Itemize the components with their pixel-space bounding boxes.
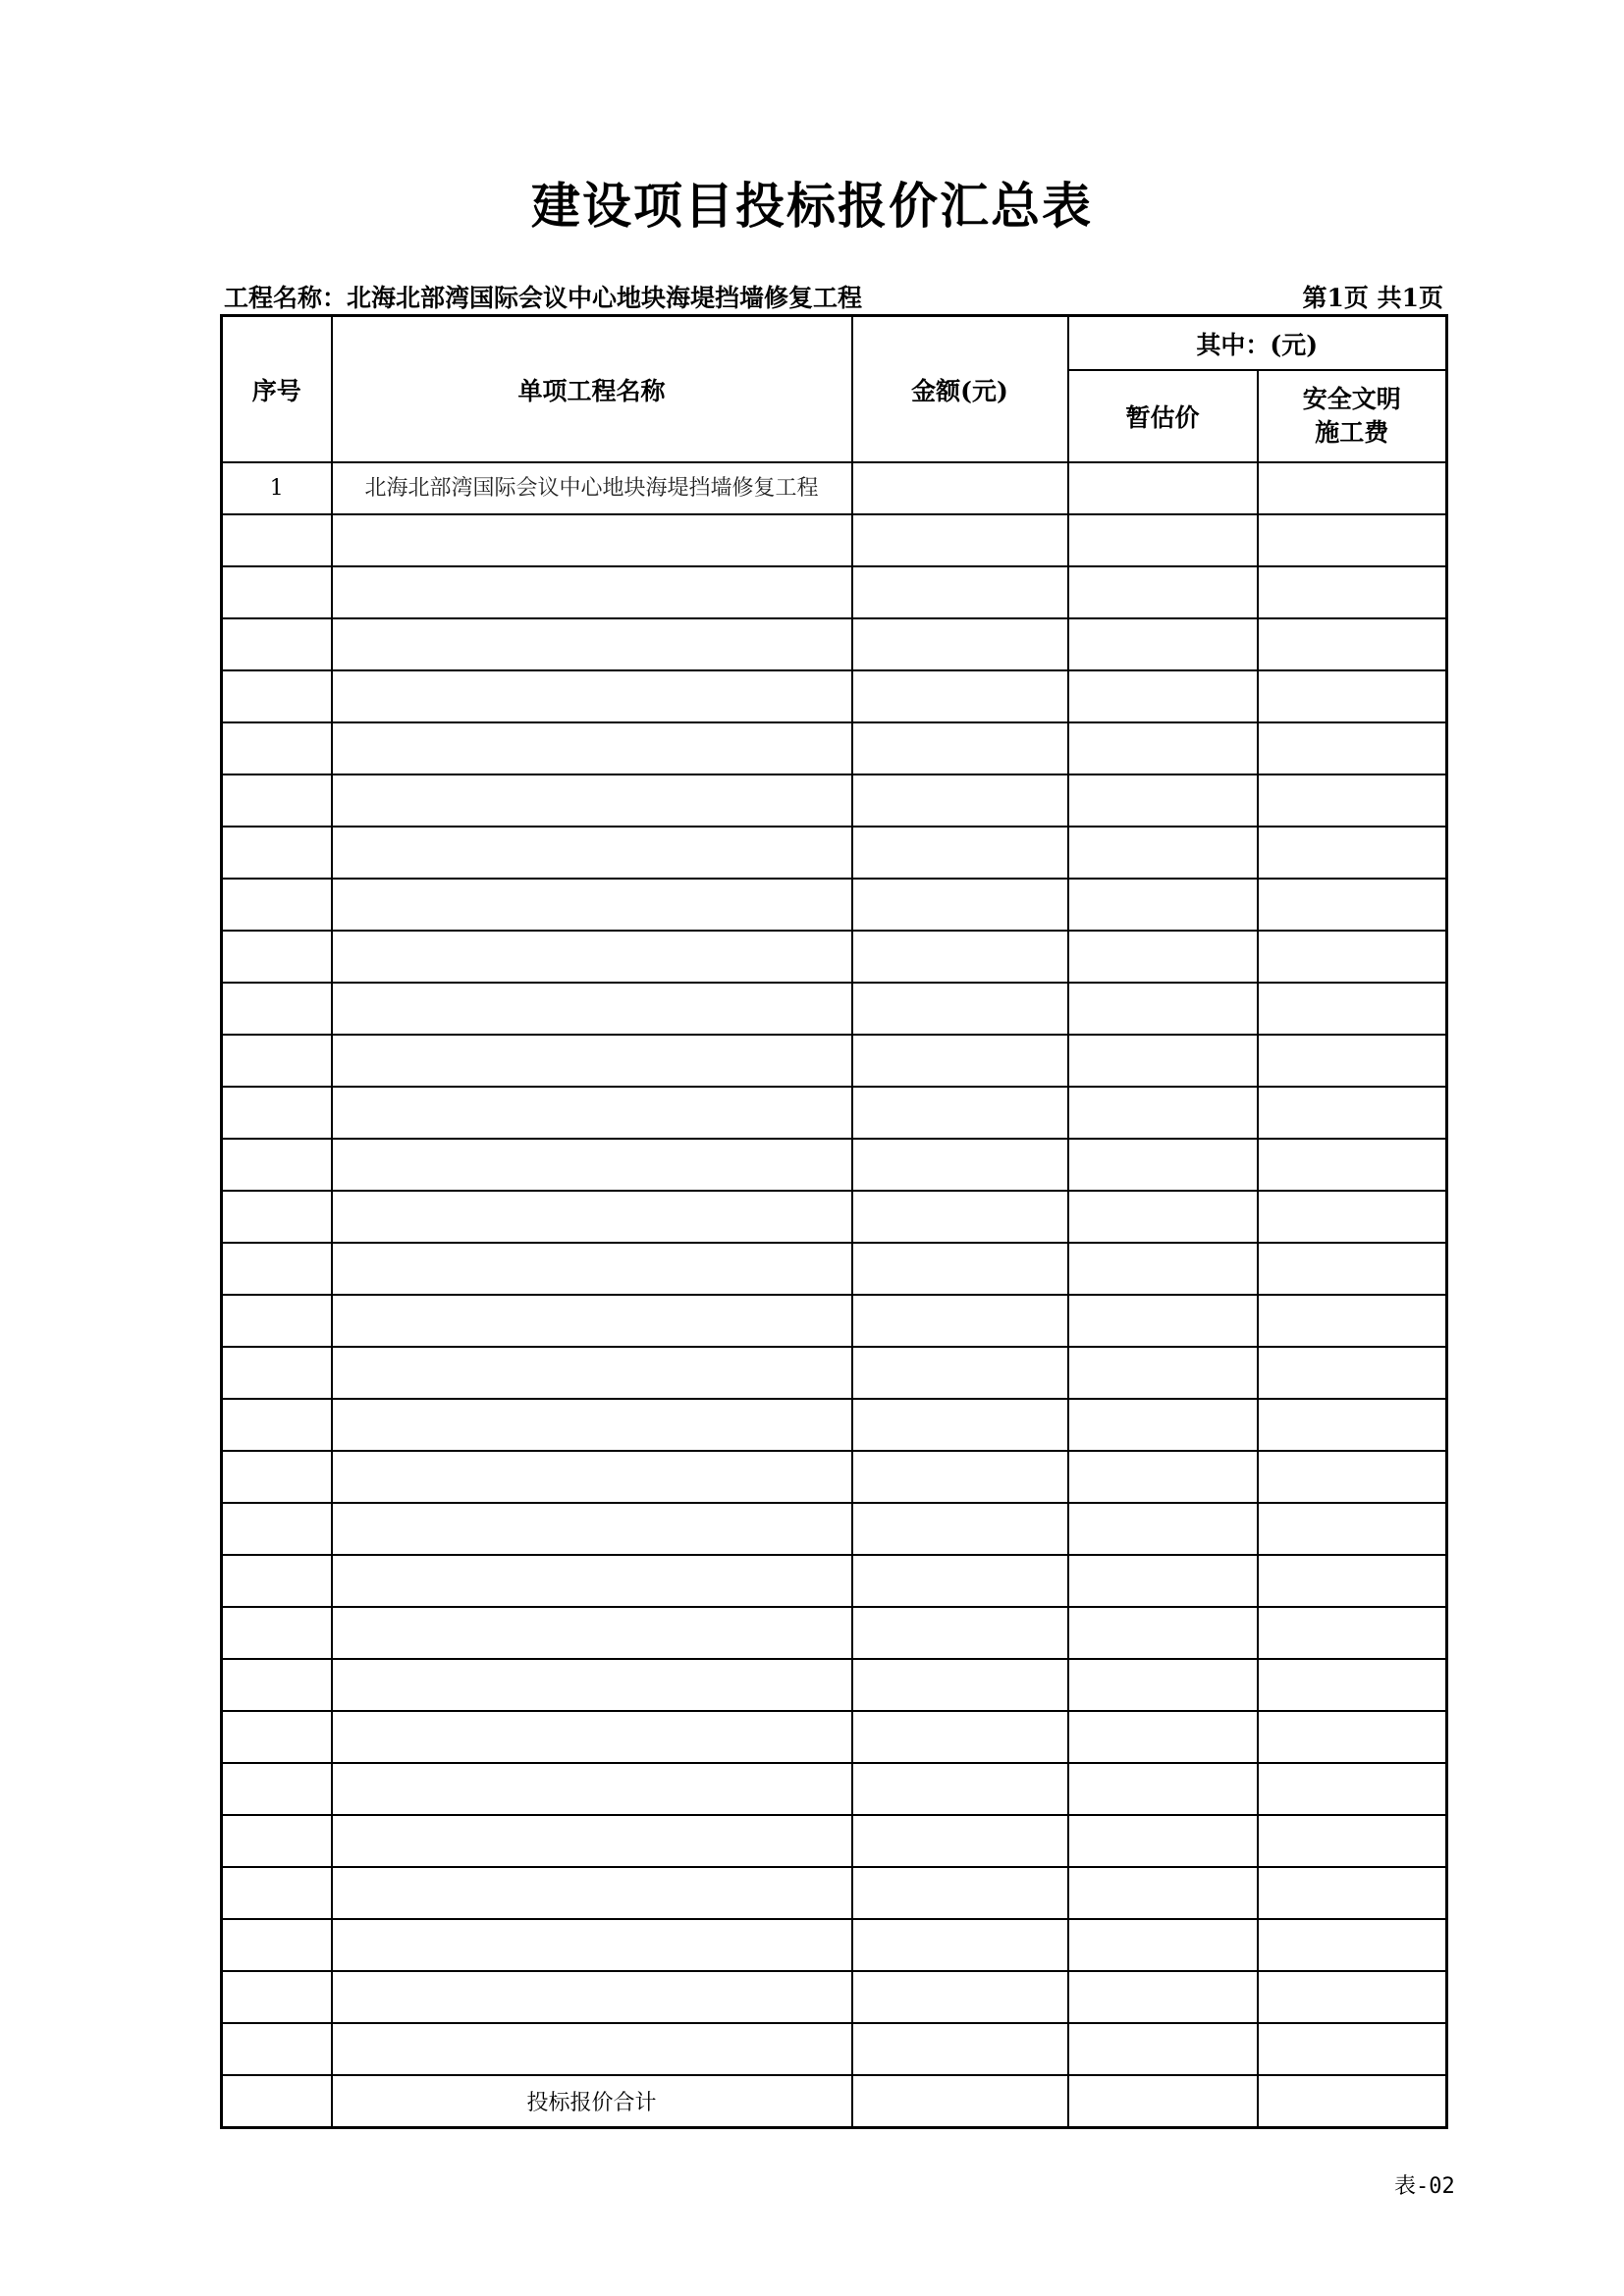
amount-cell — [852, 1347, 1068, 1399]
safety-cell — [1258, 1867, 1447, 1919]
table-row — [222, 774, 1447, 827]
provisional-cell — [1068, 462, 1258, 514]
table-row — [222, 1763, 1447, 1815]
seq-cell — [222, 1399, 332, 1451]
safety-cell — [1258, 1659, 1447, 1711]
table-row — [222, 1139, 1447, 1191]
amount-cell — [852, 1139, 1068, 1191]
item-name-cell — [332, 1399, 852, 1451]
safety-cell — [1258, 2023, 1447, 2075]
provisional-cell — [1068, 2023, 1258, 2075]
provisional-cell — [1068, 1867, 1258, 1919]
amount-cell — [852, 514, 1068, 566]
safety-cell — [1258, 1139, 1447, 1191]
amount-cell — [852, 1451, 1068, 1503]
amount-cell — [852, 1763, 1068, 1815]
provisional-cell — [1068, 1555, 1258, 1607]
provisional-cell — [1068, 1139, 1258, 1191]
seq-cell — [222, 1243, 332, 1295]
provisional-cell — [1068, 1451, 1258, 1503]
seq-cell — [222, 1035, 332, 1087]
provisional-cell — [1068, 1399, 1258, 1451]
amount-cell — [852, 983, 1068, 1035]
table-row — [222, 931, 1447, 983]
header-amount: 金额(元) — [852, 316, 1068, 463]
header-safety-fee — [1258, 370, 1447, 462]
provisional-cell — [1068, 983, 1258, 1035]
safety-cell — [1258, 1711, 1447, 1763]
amount-cell — [852, 774, 1068, 827]
item-name-cell — [332, 983, 852, 1035]
bid-summary-table — [220, 314, 1448, 2129]
amount-cell — [852, 618, 1068, 670]
safety-cell — [1258, 1087, 1447, 1139]
item-name-cell — [332, 1139, 852, 1191]
seq-cell — [222, 618, 332, 670]
table-row — [222, 1919, 1447, 1971]
provisional-cell — [1068, 566, 1258, 618]
amount-cell — [852, 1919, 1068, 1971]
table-header-row — [222, 316, 1447, 371]
header-item-name: 单项工程名称 — [332, 316, 852, 463]
amount-cell — [852, 1659, 1068, 1711]
item-name-cell — [332, 566, 852, 618]
table-row — [222, 1607, 1447, 1659]
table-row — [222, 983, 1447, 1035]
item-name-cell — [332, 618, 852, 670]
safety-cell — [1258, 1191, 1447, 1243]
amount-cell — [852, 1295, 1068, 1347]
provisional-cell — [1068, 1035, 1258, 1087]
safety-cell — [1258, 1971, 1447, 2023]
safety-cell — [1258, 618, 1447, 670]
total-label: 投标报价合计 — [332, 2075, 852, 2128]
seq-cell — [222, 1503, 332, 1555]
safety-cell — [1258, 1555, 1447, 1607]
item-name-cell — [332, 1243, 852, 1295]
safety-cell — [1258, 774, 1447, 827]
table-row — [222, 1087, 1447, 1139]
seq-cell — [222, 879, 332, 931]
table-row — [222, 722, 1447, 774]
table-row — [222, 2023, 1447, 2075]
item-name-cell — [332, 931, 852, 983]
safety-cell — [1258, 1763, 1447, 1815]
provisional-cell — [1068, 618, 1258, 670]
document-meta — [221, 279, 1443, 312]
table-row — [222, 1035, 1447, 1087]
table-row — [222, 1295, 1447, 1347]
seq-cell — [222, 566, 332, 618]
total-provisional-cell — [1068, 2075, 1258, 2128]
item-name-cell — [332, 879, 852, 931]
header-safety-fee-text: 安全文明施工费 — [1302, 385, 1401, 447]
table-row — [222, 1243, 1447, 1295]
seq-cell — [222, 827, 332, 879]
item-name-cell — [332, 1867, 852, 1919]
seq-cell — [222, 1139, 332, 1191]
safety-cell — [1258, 1399, 1447, 1451]
table-row — [222, 879, 1447, 931]
safety-cell — [1258, 1815, 1447, 1867]
provisional-cell — [1068, 1087, 1258, 1139]
page-number: 第1页 共1页 — [1302, 284, 1443, 312]
provisional-cell — [1068, 1191, 1258, 1243]
provisional-cell — [1068, 1919, 1258, 1971]
provisional-cell — [1068, 931, 1258, 983]
seq-cell — [222, 1191, 332, 1243]
amount-cell — [852, 1243, 1068, 1295]
table-row — [222, 1191, 1447, 1243]
amount-cell — [852, 462, 1068, 514]
table-row — [222, 1503, 1447, 1555]
seq-cell — [222, 1347, 332, 1399]
provisional-cell — [1068, 1711, 1258, 1763]
seq-cell — [222, 722, 332, 774]
seq-cell — [222, 1971, 332, 2023]
amount-cell — [852, 722, 1068, 774]
seq-cell — [222, 1555, 332, 1607]
item-name-cell — [332, 670, 852, 722]
amount-cell — [852, 1867, 1068, 1919]
amount-cell — [852, 1035, 1068, 1087]
seq-cell — [222, 774, 332, 827]
provisional-cell — [1068, 1503, 1258, 1555]
header-provisional: 暂估价 — [1068, 370, 1258, 462]
safety-cell — [1258, 670, 1447, 722]
item-name-cell — [332, 1607, 852, 1659]
item-name-cell — [332, 2023, 852, 2075]
seq-cell — [222, 1087, 332, 1139]
table-row — [222, 1659, 1447, 1711]
amount-cell — [852, 931, 1068, 983]
seq-cell — [222, 1711, 332, 1763]
seq-cell — [222, 2023, 332, 2075]
table-row — [222, 827, 1447, 879]
provisional-cell — [1068, 1815, 1258, 1867]
seq-cell — [222, 983, 332, 1035]
item-name-cell — [332, 1035, 852, 1087]
project-name-label: 工程名称：北海北部湾国际会议中心地块海堤挡墙修复工程 — [224, 284, 863, 312]
seq-cell — [222, 1295, 332, 1347]
safety-cell — [1258, 827, 1447, 879]
table-row — [222, 1815, 1447, 1867]
total-seq-cell — [222, 2075, 332, 2128]
table-row — [222, 462, 1447, 514]
seq-cell — [222, 514, 332, 566]
item-name-cell — [332, 1919, 852, 1971]
amount-cell — [852, 879, 1068, 931]
item-name-cell — [332, 1347, 852, 1399]
header-seq: 序号 — [222, 316, 332, 463]
item-name-cell — [332, 1451, 852, 1503]
provisional-cell — [1068, 774, 1258, 827]
amount-cell — [852, 1555, 1068, 1607]
safety-cell — [1258, 1451, 1447, 1503]
safety-cell — [1258, 514, 1447, 566]
seq-cell — [222, 1451, 332, 1503]
amount-cell — [852, 1971, 1068, 2023]
amount-cell — [852, 1087, 1068, 1139]
table-row — [222, 1399, 1447, 1451]
item-name-cell — [332, 1555, 852, 1607]
amount-cell — [852, 566, 1068, 618]
safety-cell — [1258, 1503, 1447, 1555]
amount-cell — [852, 1503, 1068, 1555]
table-row — [222, 566, 1447, 618]
provisional-cell — [1068, 514, 1258, 566]
safety-cell — [1258, 879, 1447, 931]
safety-cell — [1258, 983, 1447, 1035]
item-name-cell — [332, 1763, 852, 1815]
table-body — [222, 462, 1447, 2075]
safety-cell — [1258, 1243, 1447, 1295]
item-name-cell — [332, 1087, 852, 1139]
provisional-cell — [1068, 1243, 1258, 1295]
table-row — [222, 618, 1447, 670]
amount-cell — [852, 670, 1068, 722]
provisional-cell — [1068, 1971, 1258, 2023]
table-row — [222, 1555, 1447, 1607]
item-name-cell — [332, 1295, 852, 1347]
safety-cell — [1258, 1347, 1447, 1399]
seq-cell — [222, 1815, 332, 1867]
page-title: 建设项目投标报价汇总表 — [531, 177, 1093, 235]
item-name-cell — [332, 1659, 852, 1711]
header-of-which: 其中：(元) — [1068, 316, 1447, 371]
table-row — [222, 1711, 1447, 1763]
item-name-cell — [332, 1971, 852, 2023]
item-name-cell — [332, 462, 852, 514]
table-row — [222, 1867, 1447, 1919]
amount-cell — [852, 1711, 1068, 1763]
provisional-cell — [1068, 1763, 1258, 1815]
item-name-cell — [332, 774, 852, 827]
table-row — [222, 1971, 1447, 2023]
total-safety-cell — [1258, 2075, 1447, 2128]
amount-cell — [852, 2023, 1068, 2075]
provisional-cell — [1068, 827, 1258, 879]
amount-cell — [852, 1399, 1068, 1451]
provisional-cell — [1068, 1607, 1258, 1659]
provisional-cell — [1068, 1295, 1258, 1347]
seq-cell — [222, 1659, 332, 1711]
total-amount-cell — [852, 2075, 1068, 2128]
seq-cell — [222, 931, 332, 983]
safety-cell — [1258, 1295, 1447, 1347]
seq-cell — [222, 1919, 332, 1971]
safety-cell — [1258, 931, 1447, 983]
item-name-cell — [332, 722, 852, 774]
seq-cell — [222, 1607, 332, 1659]
seq-cell: 1 — [222, 462, 332, 514]
amount-cell — [852, 1607, 1068, 1659]
item-name-cell — [332, 1711, 852, 1763]
item-name-cell — [332, 1191, 852, 1243]
item-name-cell — [332, 1815, 852, 1867]
form-code: 表-02 — [1394, 2174, 1455, 2199]
item-name-cell — [332, 1503, 852, 1555]
total-row — [222, 2075, 1447, 2128]
provisional-cell — [1068, 722, 1258, 774]
seq-cell — [222, 1867, 332, 1919]
safety-cell — [1258, 722, 1447, 774]
safety-cell — [1258, 566, 1447, 618]
item-name-cell — [332, 827, 852, 879]
table-row — [222, 1451, 1447, 1503]
amount-cell — [852, 1191, 1068, 1243]
safety-cell — [1258, 1035, 1447, 1087]
provisional-cell — [1068, 879, 1258, 931]
seq-cell — [222, 1763, 332, 1815]
seq-cell — [222, 670, 332, 722]
amount-cell — [852, 1815, 1068, 1867]
safety-cell — [1258, 1919, 1447, 1971]
provisional-cell — [1068, 670, 1258, 722]
amount-cell — [852, 827, 1068, 879]
table-row — [222, 1347, 1447, 1399]
item-name-cell — [332, 514, 852, 566]
provisional-cell — [1068, 1347, 1258, 1399]
provisional-cell — [1068, 1659, 1258, 1711]
safety-cell — [1258, 1607, 1447, 1659]
table-row — [222, 514, 1447, 566]
safety-cell — [1258, 462, 1447, 514]
table-row — [222, 670, 1447, 722]
item-name-text: 北海北部湾国际会议中心地块海堤挡墙修复工程 — [364, 475, 819, 501]
